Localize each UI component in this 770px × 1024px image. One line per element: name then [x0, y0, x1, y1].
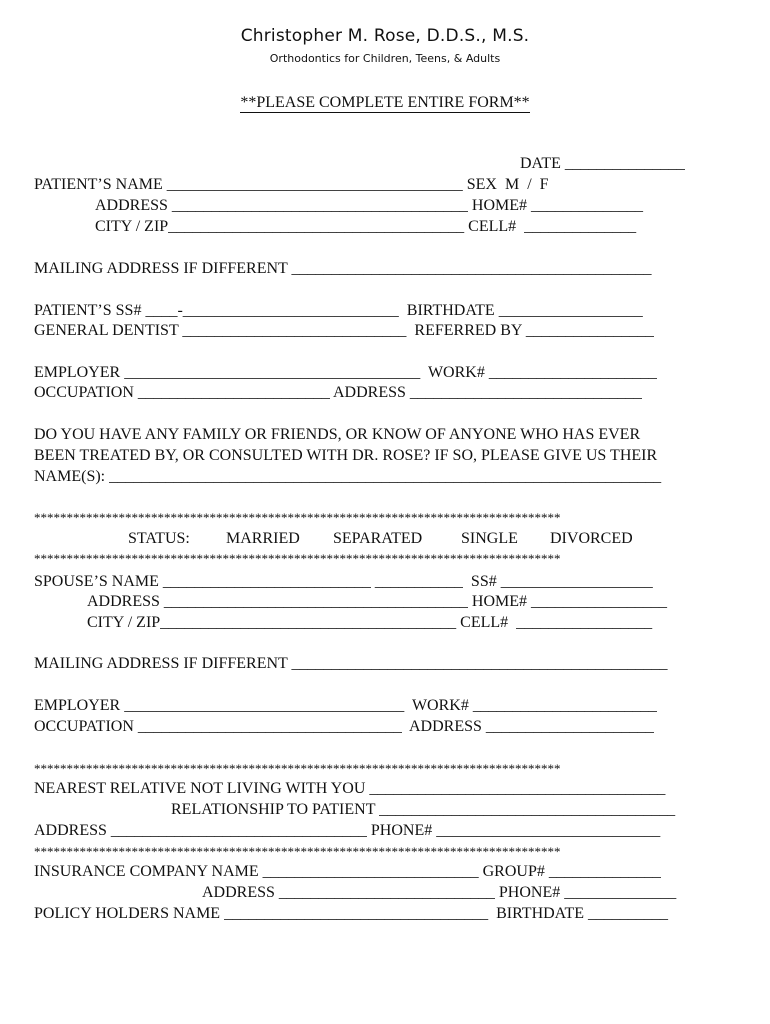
status-option-single[interactable]: SINGLE [461, 530, 518, 547]
spouse-occupation-address-field[interactable]: OCCUPATION _________________________________ ADDRESS _____________________ [34, 718, 654, 735]
general-dentist-referred-field[interactable]: GENERAL DENTIST ____________________________ REFERRED BY ________________ [34, 322, 654, 339]
policy-holder-birthdate-field[interactable]: POLICY HOLDERS NAME _________________________________ BIRTHDATE __________ [34, 905, 668, 922]
patient-name-sex-field[interactable]: PATIENT’S NAME _____________________________________ SEX M / F [34, 176, 549, 193]
separator-line: ********************************************************************************* [34, 844, 561, 859]
form-instruction [0, 94, 770, 112]
nearest-relative-field[interactable]: NEAREST RELATIVE NOT LIVING WITH YOU _____________________________________ [34, 780, 666, 797]
status-label: STATUS: [128, 530, 190, 547]
patient-employer-work-field[interactable]: EMPLOYER _____________________________________ WORK# _____________________ [34, 364, 657, 381]
separator-line: ********************************************************************************* [34, 510, 561, 525]
practice-tagline: Orthodontics for Children, Teens, & Adults [269, 52, 501, 65]
patient-ss-birthdate-field[interactable]: PATIENT’S SS# ____-___________________________ BIRTHDATE __________________ [34, 302, 643, 319]
form-instruction-text: **PLEASE COMPLETE ENTIRE FORM** [240, 94, 530, 111]
separator-line: ********************************************************************************* [34, 551, 561, 566]
referral-names-field[interactable]: NAME(S): _____________________________________________________________________ [34, 468, 662, 485]
patient-occupation-address-field[interactable]: OCCUPATION ________________________ ADDRESS _____________________________ [34, 384, 642, 401]
status-option-divorced[interactable]: DIVORCED [550, 530, 633, 547]
relative-address-phone-field[interactable]: ADDRESS ________________________________ PHONE# ____________________________ [34, 822, 661, 839]
status-option-separated[interactable]: SEPARATED [333, 530, 423, 547]
insurance-address-phone-field[interactable]: ADDRESS ___________________________ PHONE# ______________ [202, 884, 677, 901]
patient-mailing-address-field[interactable]: MAILING ADDRESS IF DIFFERENT _____________________________________________ [34, 260, 652, 277]
relationship-field[interactable]: RELATIONSHIP TO PATIENT _____________________________________ [171, 801, 676, 818]
doctor-name: Christopher M. Rose, D.D.S., M.S. [240, 26, 530, 46]
spouse-city-cell-field[interactable]: CITY / ZIP_____________________________________ CELL# _________________ [87, 614, 653, 631]
insurance-company-group-field[interactable]: INSURANCE COMPANY NAME ___________________________ GROUP# ______________ [34, 863, 661, 880]
spouse-mailing-address-field[interactable]: MAILING ADDRESS IF DIFFERENT _______________________________________________ [34, 655, 668, 672]
spouse-name-ss-field[interactable]: SPOUSE’S NAME __________________________ ___________ SS# ___________________ [34, 573, 653, 590]
separator-line: ********************************************************************************* [34, 761, 561, 776]
status-option-married[interactable]: MARRIED [226, 530, 300, 547]
spouse-address-home-field[interactable]: ADDRESS ______________________________________ HOME# _________________ [87, 593, 668, 610]
referral-question-line-2: BEEN TREATED BY, OR CONSULTED WITH DR. ROSE? IF SO, PLEASE GIVE US THEIR [34, 447, 658, 464]
spouse-employer-work-field[interactable]: EMPLOYER ___________________________________ WORK# _______________________ [34, 697, 657, 714]
referral-question-line-1: DO YOU HAVE ANY FAMILY OR FRIENDS, OR KNOW OF ANYONE WHO HAS EVER [34, 426, 641, 443]
patient-city-cell-field[interactable]: CITY / ZIP_____________________________________ CELL# ______________ [95, 218, 637, 235]
patient-address-home-field[interactable]: ADDRESS _____________________________________ HOME# ______________ [95, 197, 644, 214]
date-field[interactable]: DATE _______________ [520, 155, 685, 172]
